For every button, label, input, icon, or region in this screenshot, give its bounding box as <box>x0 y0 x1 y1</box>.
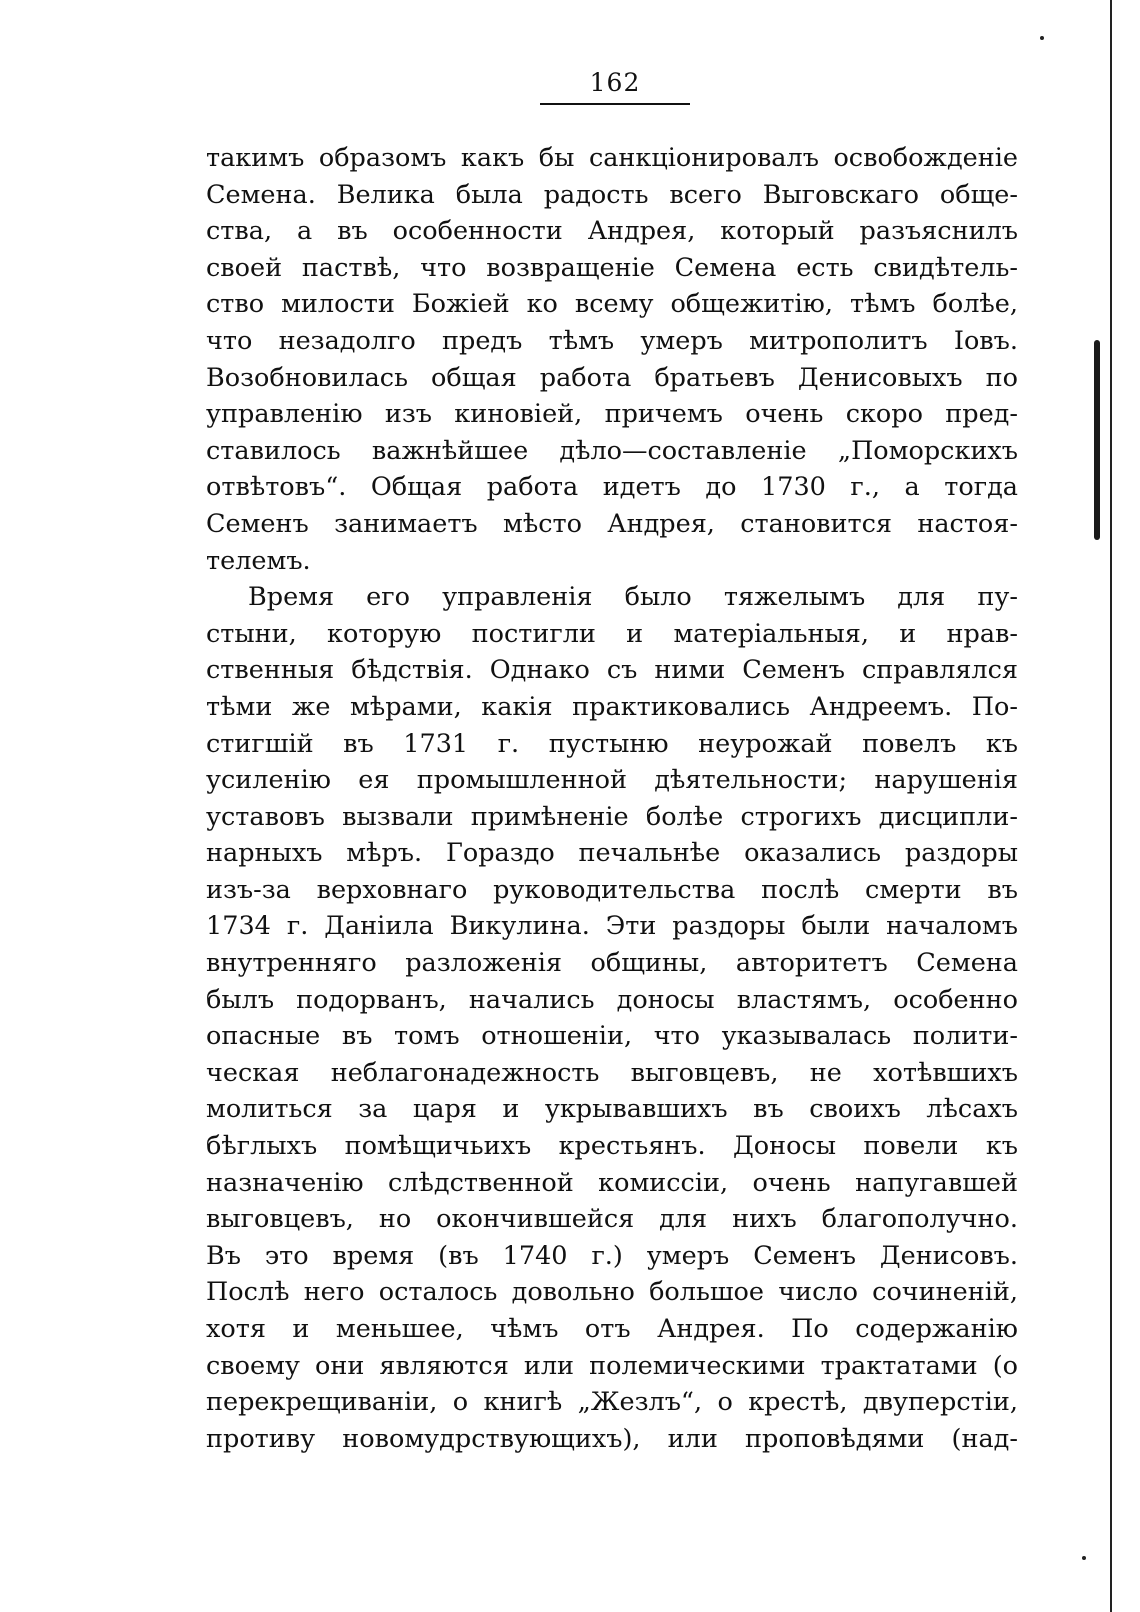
text-line: Семенъ занимаетъ мѣсто Андрея, становится настоя- <box>206 508 1018 539</box>
text-line: своему они являются или полемическими трактатами (о <box>206 1350 1018 1381</box>
text-line: внутренняго разложенія общины, авторитетъ Семена <box>206 948 1018 979</box>
text-line: Возобновилась общая работа братьевъ Денисовыхъ по <box>206 362 1018 393</box>
text-line: ческая неблагонадежность выговцевъ, не хотѣвшихъ <box>206 1057 1018 1088</box>
text-line: ство милости Божіей ко всему общежитію, тѣмъ болѣе, <box>206 289 1018 320</box>
text-line: 1734 г. Даніила Викулина. Эти раздоры были началомъ <box>206 911 1018 942</box>
page-number-rule <box>540 103 690 105</box>
text-line: усиленію ея промышленной дѣятельности; нарушенія <box>206 765 1018 796</box>
text-line: стыни, которую постигли и матеріальныя, и нрав- <box>206 618 1018 649</box>
text-line: молиться за царя и укрывавшихъ въ своихъ лѣсахъ <box>206 1094 1018 1125</box>
scan-mark <box>1040 36 1044 40</box>
text-line: уставовъ вызвали примѣненіе болѣе строгихъ дисципли- <box>206 801 1018 832</box>
text-line: ственныя бѣдствія. Однако съ ними Семенъ справлялся <box>206 655 1018 686</box>
text-line: былъ подорванъ, начались доносы властямъ, особенно <box>206 984 1018 1015</box>
text-line: ставилось важнѣйшее дѣло—составленіе „Поморскихъ <box>206 435 1018 466</box>
text-line: нарныхъ мѣръ. Гораздо печальнѣе оказались раздоры <box>206 838 1018 869</box>
text-line: перекрещиваніи, о книгѣ „Жезлъ“, о крестѣ, двуперстіи, <box>206 1387 1018 1418</box>
text-line: противу новомудрствующихъ), или проповѣдями (над- <box>206 1423 1018 1454</box>
binding-shadow <box>1094 340 1100 540</box>
text-line: изъ-за верховнаго руководительства послѣ смерти въ <box>206 874 1018 905</box>
text-line: такимъ образомъ какъ бы санкціонировалъ освобожденіе <box>206 143 1018 173</box>
text-line: тѣми же мѣрами, какія практиковались Андреемъ. По- <box>206 691 1018 722</box>
text-line: Въ это время (въ 1740 г.) умеръ Семенъ Денисовъ. <box>206 1240 1018 1271</box>
text-line: Послѣ него осталось довольно большое число сочиненій, <box>206 1277 1018 1308</box>
text-line: стигшій въ 1731 г. пустыню неурожай повелъ къ <box>206 728 1018 759</box>
text-line: бѣглыхъ помѣщичьихъ крестьянъ. Доносы повели къ <box>206 1131 1018 1162</box>
scan-mark <box>1082 1556 1086 1560</box>
text-line: управленію изъ киновіей, причемъ очень скоро пред- <box>206 399 1018 430</box>
text-line: опасные въ томъ отношеніи, что указывалась полити- <box>206 1021 1018 1052</box>
text-line: ства, а въ особенности Андрея, который разъяснилъ <box>206 216 1018 247</box>
text-line: хотя и меньшее, чѣмъ отъ Андрея. По содержанію <box>206 1314 1018 1344</box>
text-line: выговцевъ, но окончившейся для нихъ благополучно. <box>206 1204 1018 1235</box>
text-line: Время его управленія было тяжелымъ для пу- <box>248 582 1018 613</box>
text-line: телемъ. <box>206 545 311 576</box>
text-line: назначенію слѣдственной комиссіи, очень напугавшей <box>206 1167 1018 1198</box>
text-line: Семена. Велика была радость всего Выговскаго обще- <box>206 179 1018 210</box>
binding-edge <box>1110 0 1112 1612</box>
text-line: отвѣтовъ“. Общая работа идетъ до 1730 г., а тогда <box>206 472 1018 503</box>
text-line: своей паствѣ, что возвращеніе Семена есть свидѣтель- <box>206 252 1018 283</box>
page-number: 162 <box>589 68 641 97</box>
text-line: что незадолго предъ тѣмъ умеръ митрополитъ Іовъ. <box>206 325 1018 356</box>
text-column <box>206 140 1018 1457</box>
